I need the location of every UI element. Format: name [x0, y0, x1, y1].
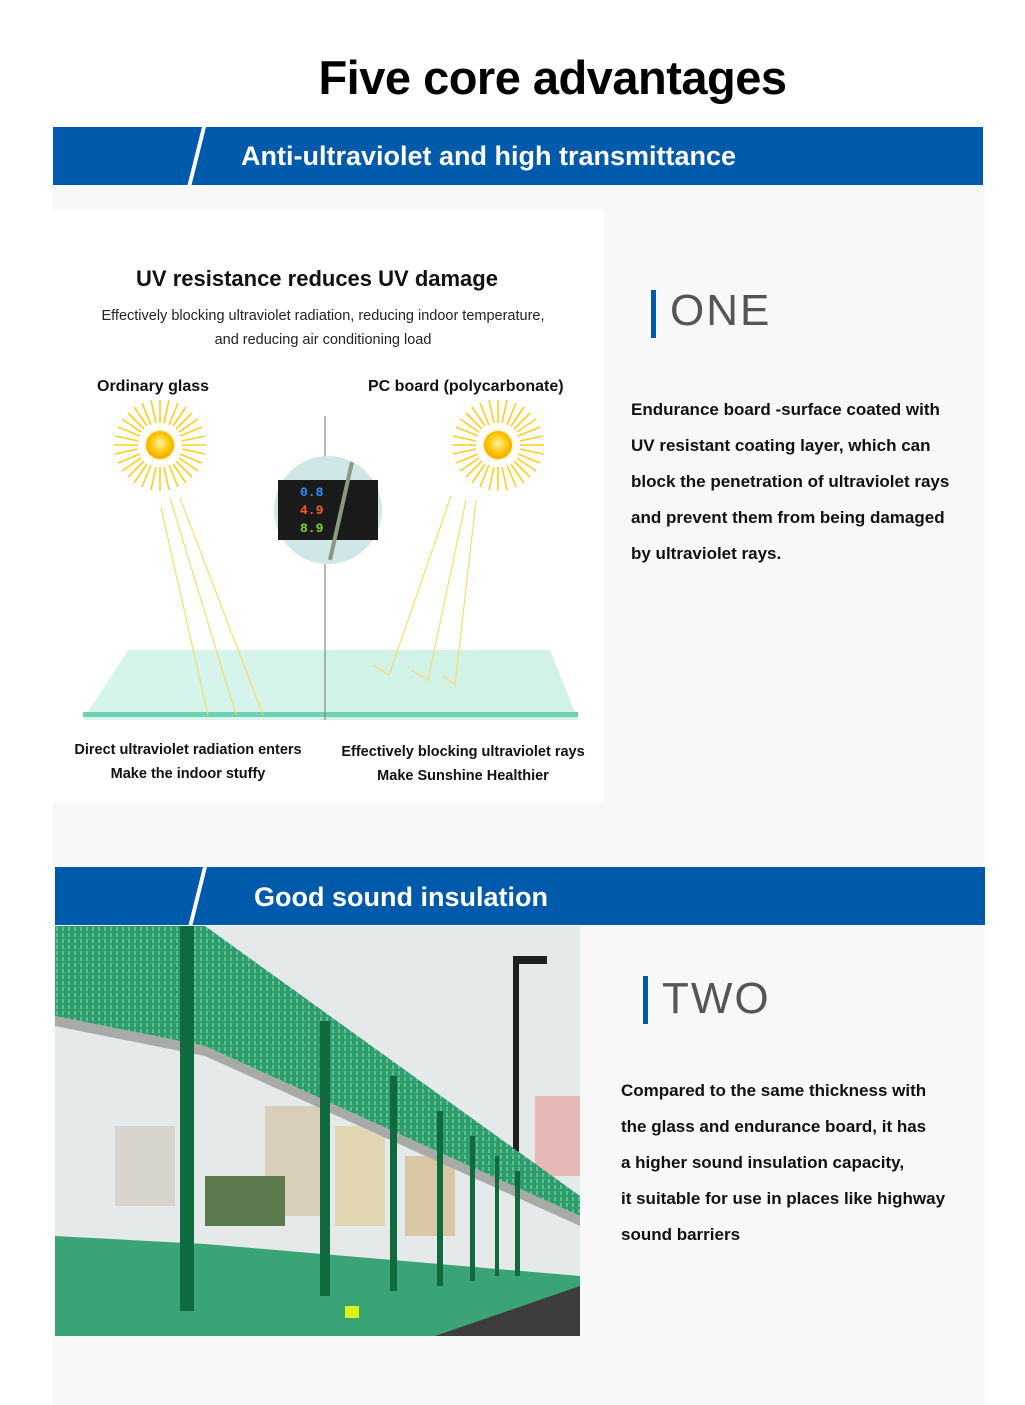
uv-comparison-figure [53, 210, 604, 802]
description-line: a higher sound insulation capacity, [621, 1153, 905, 1172]
glass-slab-edge [83, 712, 578, 717]
section-description [621, 1073, 981, 1253]
number-accent-bar [643, 976, 648, 1024]
pc-board-label: PC board (polycarbonate) [368, 378, 564, 395]
left-caption-line: Make the indoor stuffy [110, 766, 266, 782]
lamp-post [513, 961, 519, 1161]
meter-reading-green: 8.9 [300, 521, 324, 536]
meter-reading-red: 4.9 [300, 503, 324, 518]
trees [205, 1176, 285, 1226]
description-line: sound barriers [621, 1225, 741, 1244]
glass-slab-right [325, 650, 578, 720]
description-line: UV resistant coating layer, which can [631, 436, 931, 455]
description-line: it suitable for use in places like highway [621, 1189, 946, 1208]
ordinary-glass-label: Ordinary glass [97, 378, 210, 395]
right-caption-line: Effectively blocking ultraviolet rays [341, 744, 585, 760]
sun-icon-right [452, 400, 544, 491]
section-banner-title: Anti-ultraviolet and high transmittance [241, 141, 737, 171]
section-banner-title: Good sound insulation [254, 882, 548, 912]
lamp-head [513, 956, 547, 964]
sticker [345, 1306, 359, 1318]
figure-subtitle-line: and reducing air conditioning load [214, 332, 432, 348]
section-banner-1 [53, 127, 983, 185]
building [115, 1126, 175, 1206]
sound-barrier-photo [55, 926, 580, 1336]
uv-meter-photo [274, 456, 382, 564]
building [535, 1096, 580, 1176]
banner-slash-decoration [186, 127, 206, 191]
banner-slash-decoration [187, 867, 207, 931]
description-line: by ultraviolet rays. [631, 544, 782, 563]
figure-heading: UV resistance reduces UV damage [136, 266, 498, 291]
section-number: ONE [670, 286, 772, 335]
right-caption-line: Make Sunshine Healthier [377, 768, 549, 784]
description-line: Compared to the same thickness with [621, 1081, 927, 1100]
sun-icon-left [114, 400, 206, 491]
page-title: Five core advantages [318, 51, 787, 104]
meter-reading-blue: 0.8 [300, 485, 324, 500]
left-caption-line: Direct ultraviolet radiation enters [74, 742, 302, 758]
uv-diagram [53, 400, 604, 730]
glass-slab-left [83, 650, 325, 720]
description-line: block the penetration of ultraviolet rays [631, 472, 950, 491]
building [405, 1156, 455, 1236]
description-line: Endurance board -surface coated with [631, 400, 940, 419]
number-accent-bar [651, 290, 656, 338]
figure-subtitle-line: Effectively blocking ultraviolet radiation, reducing indoor temperature, [101, 308, 545, 324]
section-description [631, 392, 981, 572]
section-number: TWO [662, 974, 771, 1023]
description-line: and prevent them from being damaged [631, 508, 945, 527]
description-line: the glass and endurance board, it has [621, 1117, 927, 1136]
building [335, 1126, 385, 1226]
section-banner-2 [55, 867, 985, 925]
